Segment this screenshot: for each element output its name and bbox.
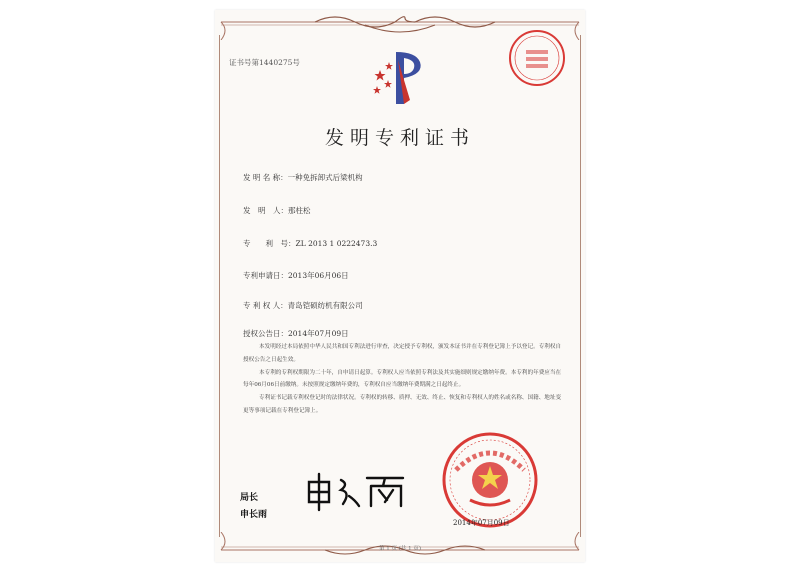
field-label: 专利申请日：: [243, 271, 288, 280]
field-filing-date: [243, 270, 349, 281]
left-border-line: [219, 35, 226, 537]
field-inventor: [243, 205, 311, 216]
field-patentee: [243, 300, 363, 311]
certificate-page: [215, 10, 585, 562]
signatory-title: 局长: [240, 493, 259, 503]
handwritten-signature: [303, 472, 413, 512]
field-label: 专 利 权 人：: [243, 301, 288, 310]
right-border-line: [574, 35, 581, 537]
certificate-title: 发明专利证书: [324, 127, 475, 149]
field-invention-name: [243, 172, 363, 183]
field-value: 那柱松: [288, 206, 311, 215]
field-label: 授权公告日：: [243, 329, 288, 338]
field-label: 发 明 人：: [243, 206, 288, 215]
patent-office-logo-icon: [370, 48, 430, 108]
field-value: 一种免拆卸式后梁机构: [287, 173, 363, 182]
field-patent-number: [243, 238, 377, 249]
seal-date: 2014年07月09日: [453, 519, 510, 527]
field-value: 青岛铠硕纺机有限公司: [287, 301, 363, 310]
certificate-number: 证书号第1440275号: [229, 58, 300, 67]
national-seal-icon: [440, 430, 540, 530]
signatory-name: 申长雨: [240, 510, 268, 520]
signatory-block: [240, 490, 267, 524]
certificate-body: [243, 341, 563, 418]
field-value: 2014年07月09日: [288, 329, 349, 338]
page-footer: 第 1 页 (共 1 页): [378, 546, 422, 552]
body-paragraph: 本发明经过本局依照中华人民共和国专利法进行审查，决定授予专利权，颁发本证书并在专利登记簿上予以登记。专利权自授权公告之日起生效。: [243, 344, 562, 363]
field-label: 专 利 号：: [243, 239, 296, 248]
office-stamp-icon: [507, 28, 567, 88]
field-grant-date: [243, 328, 349, 339]
body-paragraph: 专利证书记载专利权登记时的法律状况。专利权的转移、质押、无效、终止、恢复和专利权人的姓名或名称、国籍、地址变更等事项记载在专利登记簿上。: [243, 395, 562, 414]
body-paragraph: 本专利的专利权期限为二十年，自申请日起算。专利权人应当依照专利法及其实施细则规定缴纳年费。本专利的年费应当在每年06月06日前缴纳。未按照规定缴纳年费的，专利权自应当缴纳年费期满之日起终止。: [243, 369, 562, 389]
field-label: 发 明 名 称：: [243, 173, 288, 182]
field-value: ZL 2013 1 0222473.3: [295, 239, 378, 248]
field-value: 2013年06月06日: [288, 271, 349, 280]
